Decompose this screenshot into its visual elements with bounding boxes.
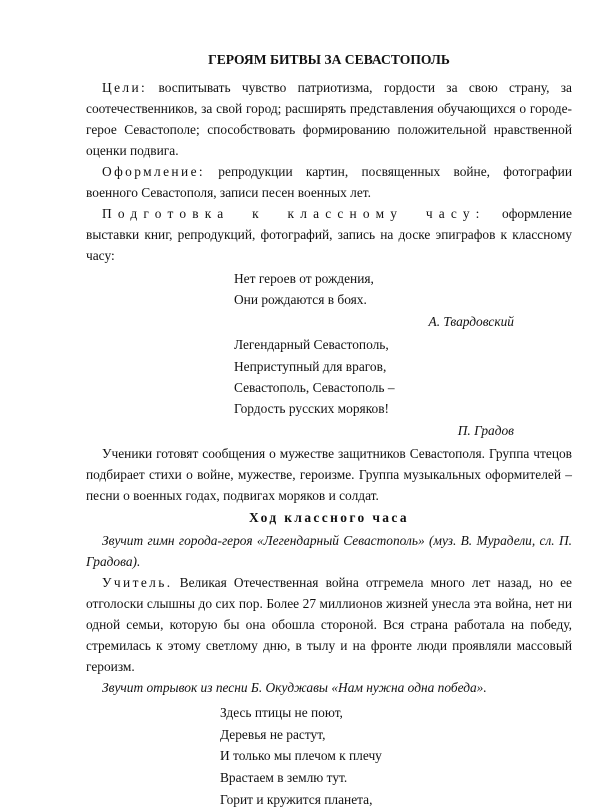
epigraph-line: Они рождаются в боях.: [234, 292, 367, 308]
page-title: ГЕРОЯМ БИТВЫ ЗА СЕВАСТОПОЛЬ: [208, 52, 450, 67]
design-text: репродукции картин, посвященных войне, фотографии военного Севастополя, записи песен военных лет.: [86, 164, 572, 200]
song-note: Звучит отрывок из песни Б. Окуджавы «Нам нужна одна победа».: [102, 680, 487, 696]
epigraph-tvardovsky: [234, 268, 572, 332]
epigraph-line: Нет героев от рождения,: [234, 271, 374, 286]
epigraph-gradov: [234, 334, 572, 441]
preparation-label: Подготовка к классному часу:: [102, 206, 486, 221]
goals-paragraph: [86, 77, 572, 161]
course-heading: Ход классного часа: [249, 510, 409, 526]
epigraph-author: А. Твардовский: [428, 313, 514, 329]
song-excerpt: [220, 702, 572, 810]
song-line: Деревья не растут,: [220, 726, 326, 742]
epigraph-line: Гордость русских моряков!: [234, 401, 390, 417]
document-page: [86, 52, 572, 810]
preparation-paragraph: [86, 203, 572, 266]
epigraph-line: Легендарный Севастополь,: [234, 337, 389, 353]
teacher-paragraph: [86, 572, 572, 677]
song-line: Здесь птицы не поют,: [220, 705, 343, 721]
teacher-text: Великая Отечественная война отгремела много лет назад, но ее отголоски слышны до сих пор. Более 27 миллионов жизней унесла эта война, нет ни одной семьи, которую бы она обошла стороной. Вся страна работала на победу, стремилась к этому светлому дню, в тылу и на фронте люди проявляли массовый героизм.: [86, 575, 572, 675]
song-line: Горит и кружится планета,: [220, 791, 373, 807]
epigraph-author: П. Градов: [457, 422, 514, 438]
design-label: Оформление:: [102, 164, 206, 179]
song-line: И только мы плечом к плечу: [220, 748, 382, 764]
epigraph-line: Неприступный для врагов,: [234, 358, 387, 374]
preparation-text: оформление выставки книг, репродукций, фотографий, запись на доске эпиграфов к классному часу:: [86, 206, 572, 263]
teacher-label: Учитель.: [102, 575, 173, 591]
students-paragraph: Ученики готовят сообщения о мужестве защитников Севастополя. Группа чтецов подбирает стихи о войне, мужестве, героизме. Группа музыкальных оформителей – песни о военных годах, подвигах моряков и солдат.: [86, 446, 572, 504]
anthem-note: Звучит гимн города-героя «Легендарный Севастополь» (муз. В. Мурадели, сл. П. Градова).: [86, 533, 572, 570]
goals-label: Цели:: [102, 80, 148, 95]
epigraph-line: Севастополь, Севастополь –: [234, 380, 395, 396]
design-paragraph: [86, 161, 572, 203]
song-line: Врастаем в землю тут.: [220, 770, 348, 786]
goals-text: воспитывать чувство патриотизма, гордости за свою страну, за соотечественников, за свой город; расширять представления обучающихся о городе-герое Севастополе; способствовать формированию положительной нравственной оценки подвига.: [86, 80, 572, 158]
